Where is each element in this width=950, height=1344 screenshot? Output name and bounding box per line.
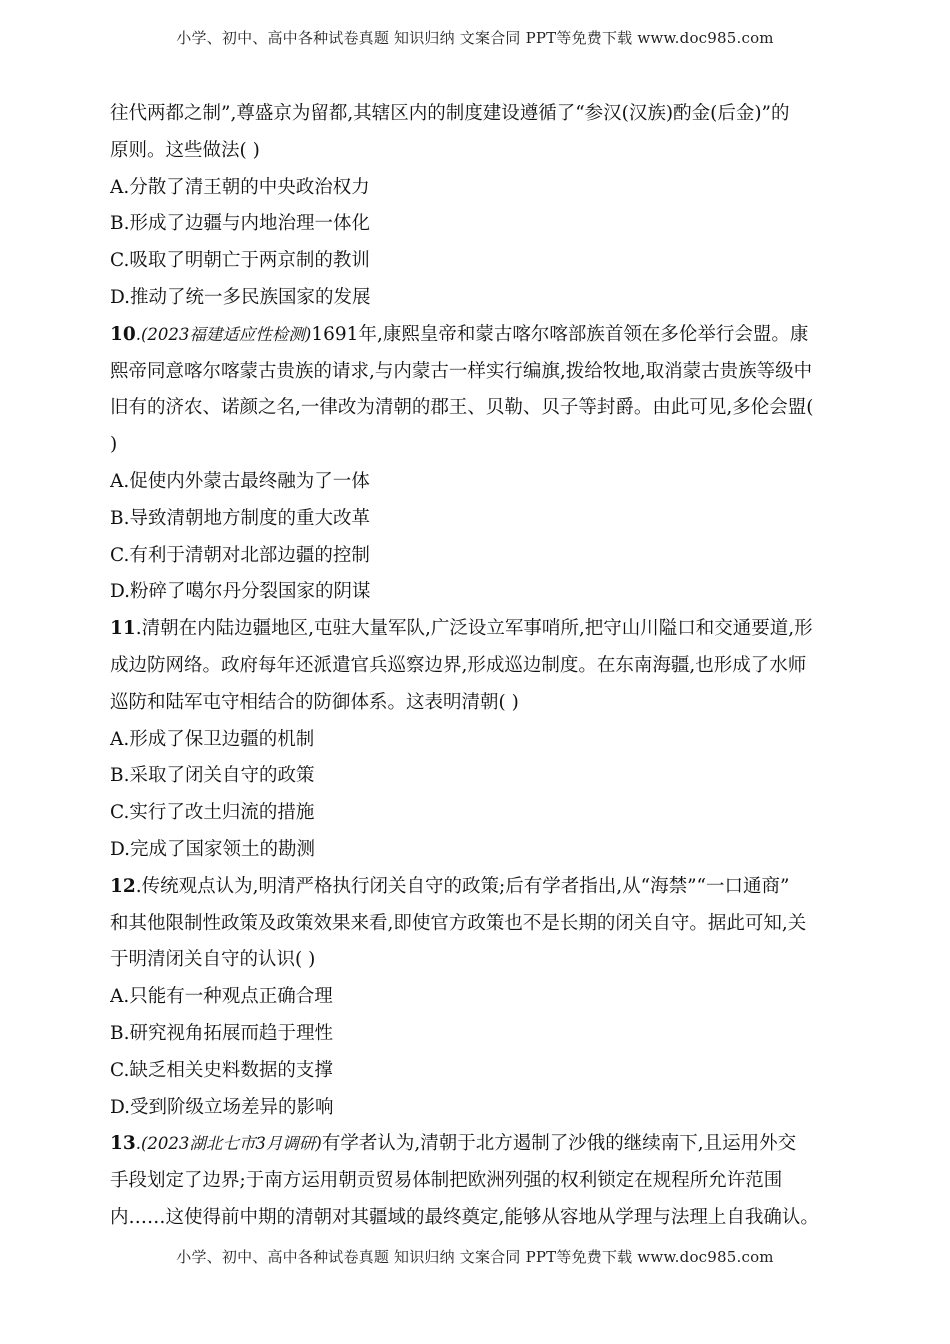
stem-text: .清朝在内陆边疆地区,屯驻大量军队,广泛设立军事哨所,把守山川隘口和交通要道,形 <box>135 618 813 640</box>
stem-line: 内……这使得前中期的清朝对其疆域的最终奠定,能够从容地从学理与法理上自我确认。 <box>110 1206 819 1228</box>
option-a: A.只能有一种观点正确合理 <box>110 986 333 1008</box>
stem-line: 熙帝同意喀尔喀蒙古贵族的请求,与内蒙古一样实行编旗,拨给牧地,取消蒙古贵族等级中 <box>110 360 813 382</box>
option-a: A.分散了清王朝的中央政治权力 <box>110 176 370 198</box>
stem-line: 成边防网络。政府每年还派遣官兵巡察边界,形成巡边制度。在东南海疆,也形成了水师 <box>110 654 807 676</box>
stem-line: 于明清闭关自守的认识( ) <box>110 949 316 971</box>
option-c: C.缺乏相关史料数据的支撑 <box>110 1059 333 1081</box>
option-b: B.研究视角拓展而趋于理性 <box>110 1022 333 1044</box>
stem-line <box>110 611 845 648</box>
option-a: A.促使内外蒙古最终融为了一体 <box>110 470 370 492</box>
stem-text: 有学者认为,清朝于北方遏制了沙俄的继续南下,且运用外交 <box>321 1133 797 1155</box>
option-d: D.受到阶级立场差异的影响 <box>110 1096 334 1118</box>
stem-line: 手段划定了边界;于南方运用朝贡贸易体制把欧洲列强的权利锁定在规程所允许范围 <box>110 1170 783 1192</box>
option-d: D.粉碎了噶尔丹分裂国家的阴谋 <box>110 581 371 603</box>
question-number: 10 <box>110 323 136 345</box>
option-a: A.形成了保卫边疆的机制 <box>110 728 315 750</box>
stem-line <box>110 869 845 906</box>
option-d: D.推动了统一多民族国家的发展 <box>110 286 371 308</box>
question-13 <box>110 1126 845 1236</box>
option-c: C.有利于清朝对北部边疆的控制 <box>110 544 370 566</box>
option-c: C.吸取了明朝亡于两京制的教训 <box>110 250 370 272</box>
option-d: D.完成了国家领土的勘测 <box>110 838 316 860</box>
stem-line: 巡防和陆军屯守相结合的防御体系。这表明清朝( ) <box>110 691 519 713</box>
stem-line: 和其他限制性政策及政策效果来看,即使官方政策也不是长期的闭关自守。据此可知,关 <box>110 912 807 934</box>
stem-line <box>110 317 845 354</box>
question-11 <box>110 611 845 869</box>
question-number: 13 <box>110 1133 136 1155</box>
question-number: 11 <box>110 618 136 640</box>
question-number: 12 <box>110 875 136 897</box>
page-footer: 小学、初中、高中各种试卷真题 知识归纳 文案合同 PPT等免费下载 www.doc985.com <box>176 1248 774 1266</box>
question-9-continued <box>110 96 845 317</box>
question-source: .(2023湖北七市3月调研) <box>135 1134 322 1154</box>
question-source: .(2023福建适应性检测) <box>135 324 312 344</box>
stem-text: .传统观点认为,明清严格执行闭关自守的政策;后有学者指出,从“海禁”“一口通商” <box>135 875 790 897</box>
question-10 <box>110 317 845 611</box>
stem-text: 1691年,康熙皇帝和蒙古喀尔喀部族首领在多伦举行会盟。康 <box>311 323 809 345</box>
stem-line <box>110 1126 845 1163</box>
page-header: 小学、初中、高中各种试卷真题 知识归纳 文案合同 PPT等免费下载 www.doc985.com <box>176 29 774 47</box>
option-b: B.导致清朝地方制度的重大改革 <box>110 507 370 529</box>
stem-line: 往代两都之制”,尊盛京为留都,其辖区内的制度建设遵循了“参汉(汉族)酌金(后金)”的 <box>110 103 790 124</box>
option-b: B.形成了边疆与内地治理一体化 <box>110 213 370 235</box>
stem-line: ) <box>110 434 118 456</box>
stem-line: 旧有的济农、诺颜之名,一律改为清朝的郡王、贝勒、贝子等封爵。由此可见,多伦会盟( <box>110 397 814 419</box>
stem-line: 原则。这些做法( ) <box>110 139 260 161</box>
option-c: C.实行了改土归流的措施 <box>110 802 315 824</box>
question-content <box>110 96 845 1237</box>
option-b: B.采取了闭关自守的政策 <box>110 765 315 787</box>
question-12 <box>110 869 845 1127</box>
